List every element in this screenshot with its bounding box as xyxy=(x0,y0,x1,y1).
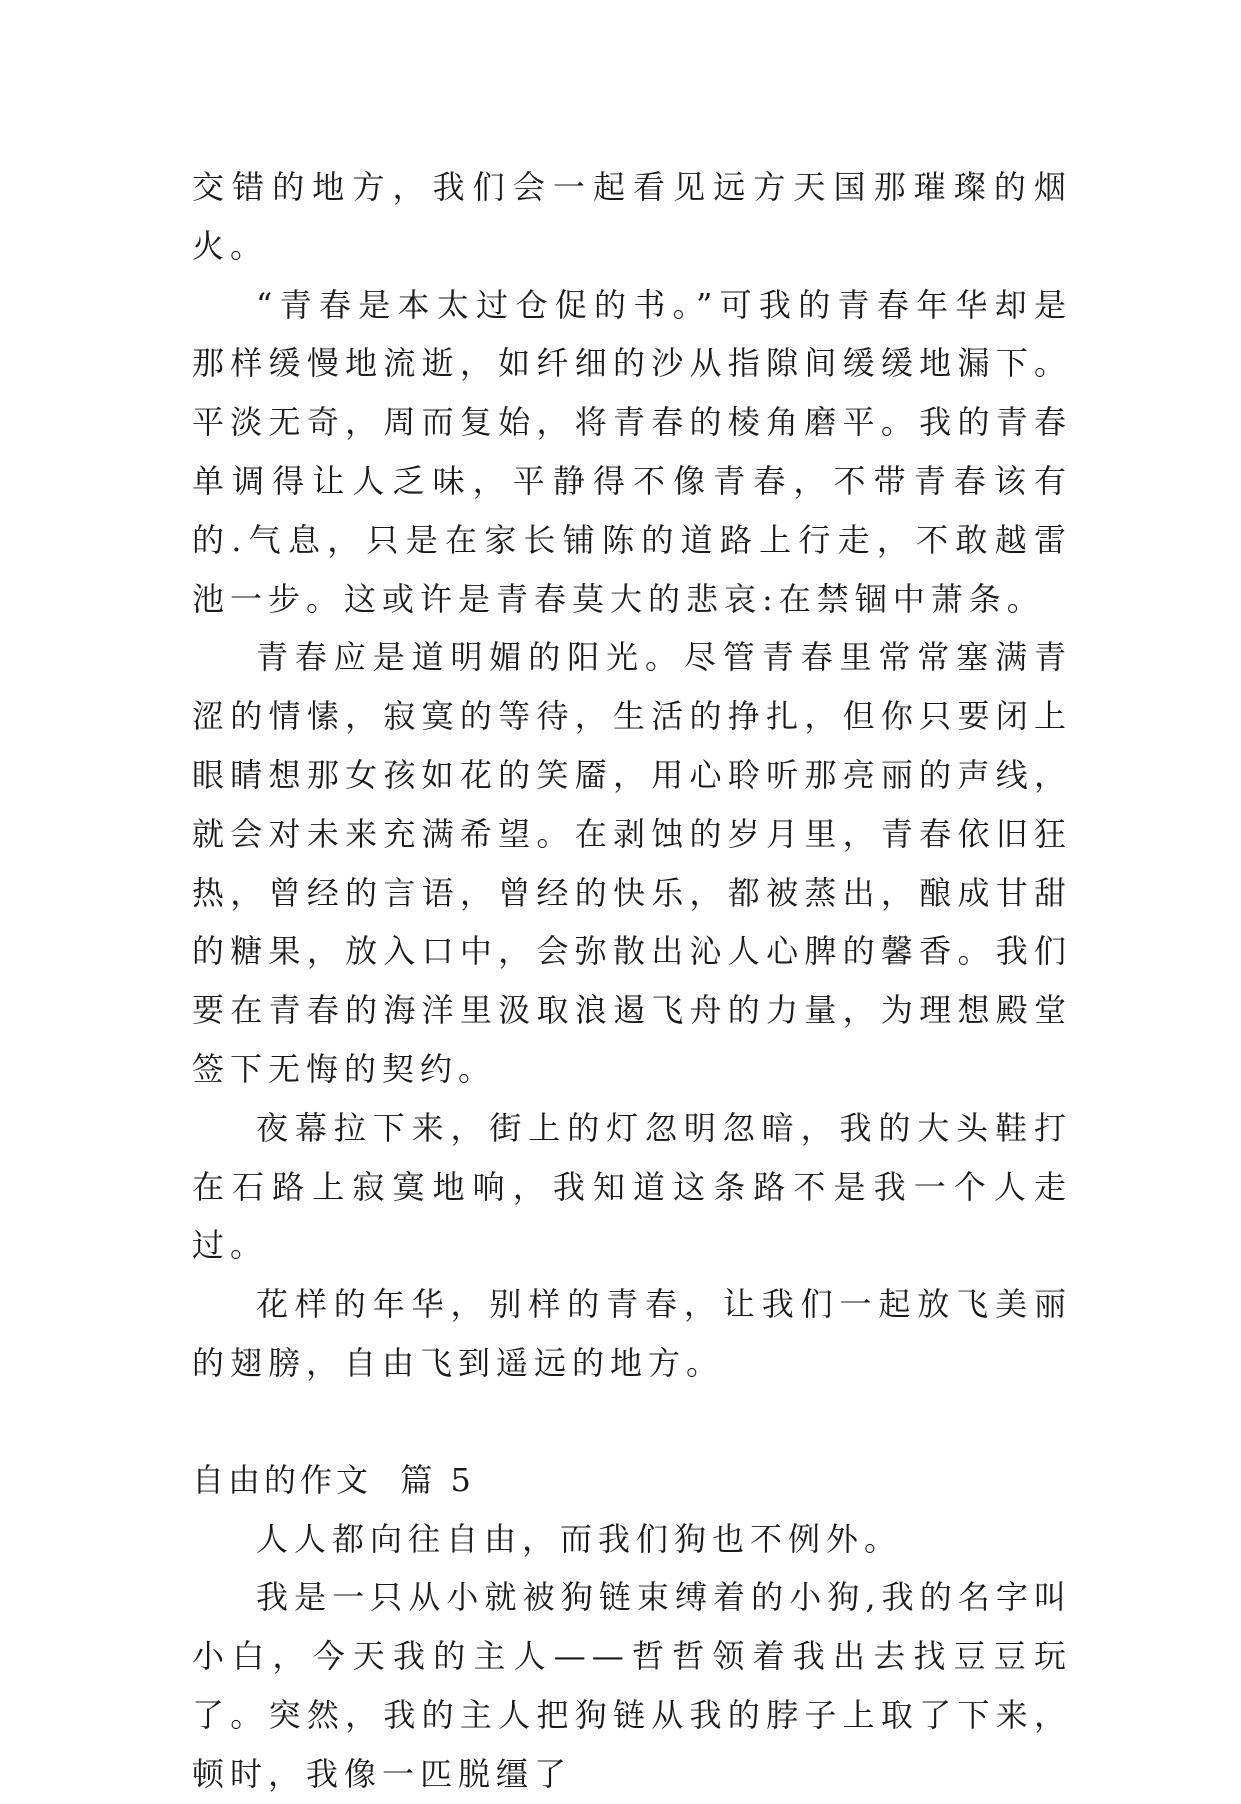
paragraph-night-street: 夜幕拉下来，街上的灯忽明忽暗，我的大头鞋打在石路上寂寞地响，我知道这条路不是我一个人走过。 xyxy=(192,1108,1072,1265)
paragraph-continuation: 交错的地方，我们会一起看见远方天国那璀璨的烟火。 xyxy=(192,168,1072,265)
paragraph-fly-away: 花样的年华，别样的青春，让我们一起放飞美丽的翅膀，自由飞到遥远的地方。 xyxy=(192,1285,1072,1382)
section-title: 自由的作文 篇 5 xyxy=(192,1460,475,1499)
paragraph-puppy-story: 我是一只从小就被狗链束缚着的小狗,我的名字叫小白，今天我的主人——哲哲领着我出去找豆豆玩了。突然，我的主人把狗链从我的脖子上取了下来，顿时，我像一匹脱缰了 xyxy=(192,1578,1072,1793)
paragraph-youth-sunshine: 青春应是道明媚的阳光。尽管青春里常常塞满青涩的情愫，寂寞的等待，生活的挣扎，但你只要闭上眼睛想那女孩如花的笑靥，用心聆听那亮丽的声线，就会对未来充满希望。在剥蚀的岁月里，青春依旧狂热，曾经的言语，曾经的快乐，都被蒸出，酿成甘甜的糖果，放入口中，会弥散出沁人心脾的馨香。我们要在青春的海洋里汲取浪遏飞舟的力量，为理想殿堂签下无悔的契约。 xyxy=(192,638,1072,1088)
document-body xyxy=(192,158,1072,1804)
paragraph-freedom-intro: 人人都向往自由，而我们狗也不例外。 xyxy=(256,1519,903,1558)
paragraph-youth-book: “青春是本太过仓促的书。”可我的青春年华却是那样缓慢地流逝，如纤细的沙从指隙间缓缓地漏下。平淡无奇，周而复始，将青春的棱角磨平。我的青春单调得让人乏味，平静得不像青春，不带青春该有的.气息，只是在家长铺陈的道路上行走，不敢越雷池一步。这或许是青春莫大的悲哀:在禁锢中萧条。 xyxy=(192,285,1072,618)
